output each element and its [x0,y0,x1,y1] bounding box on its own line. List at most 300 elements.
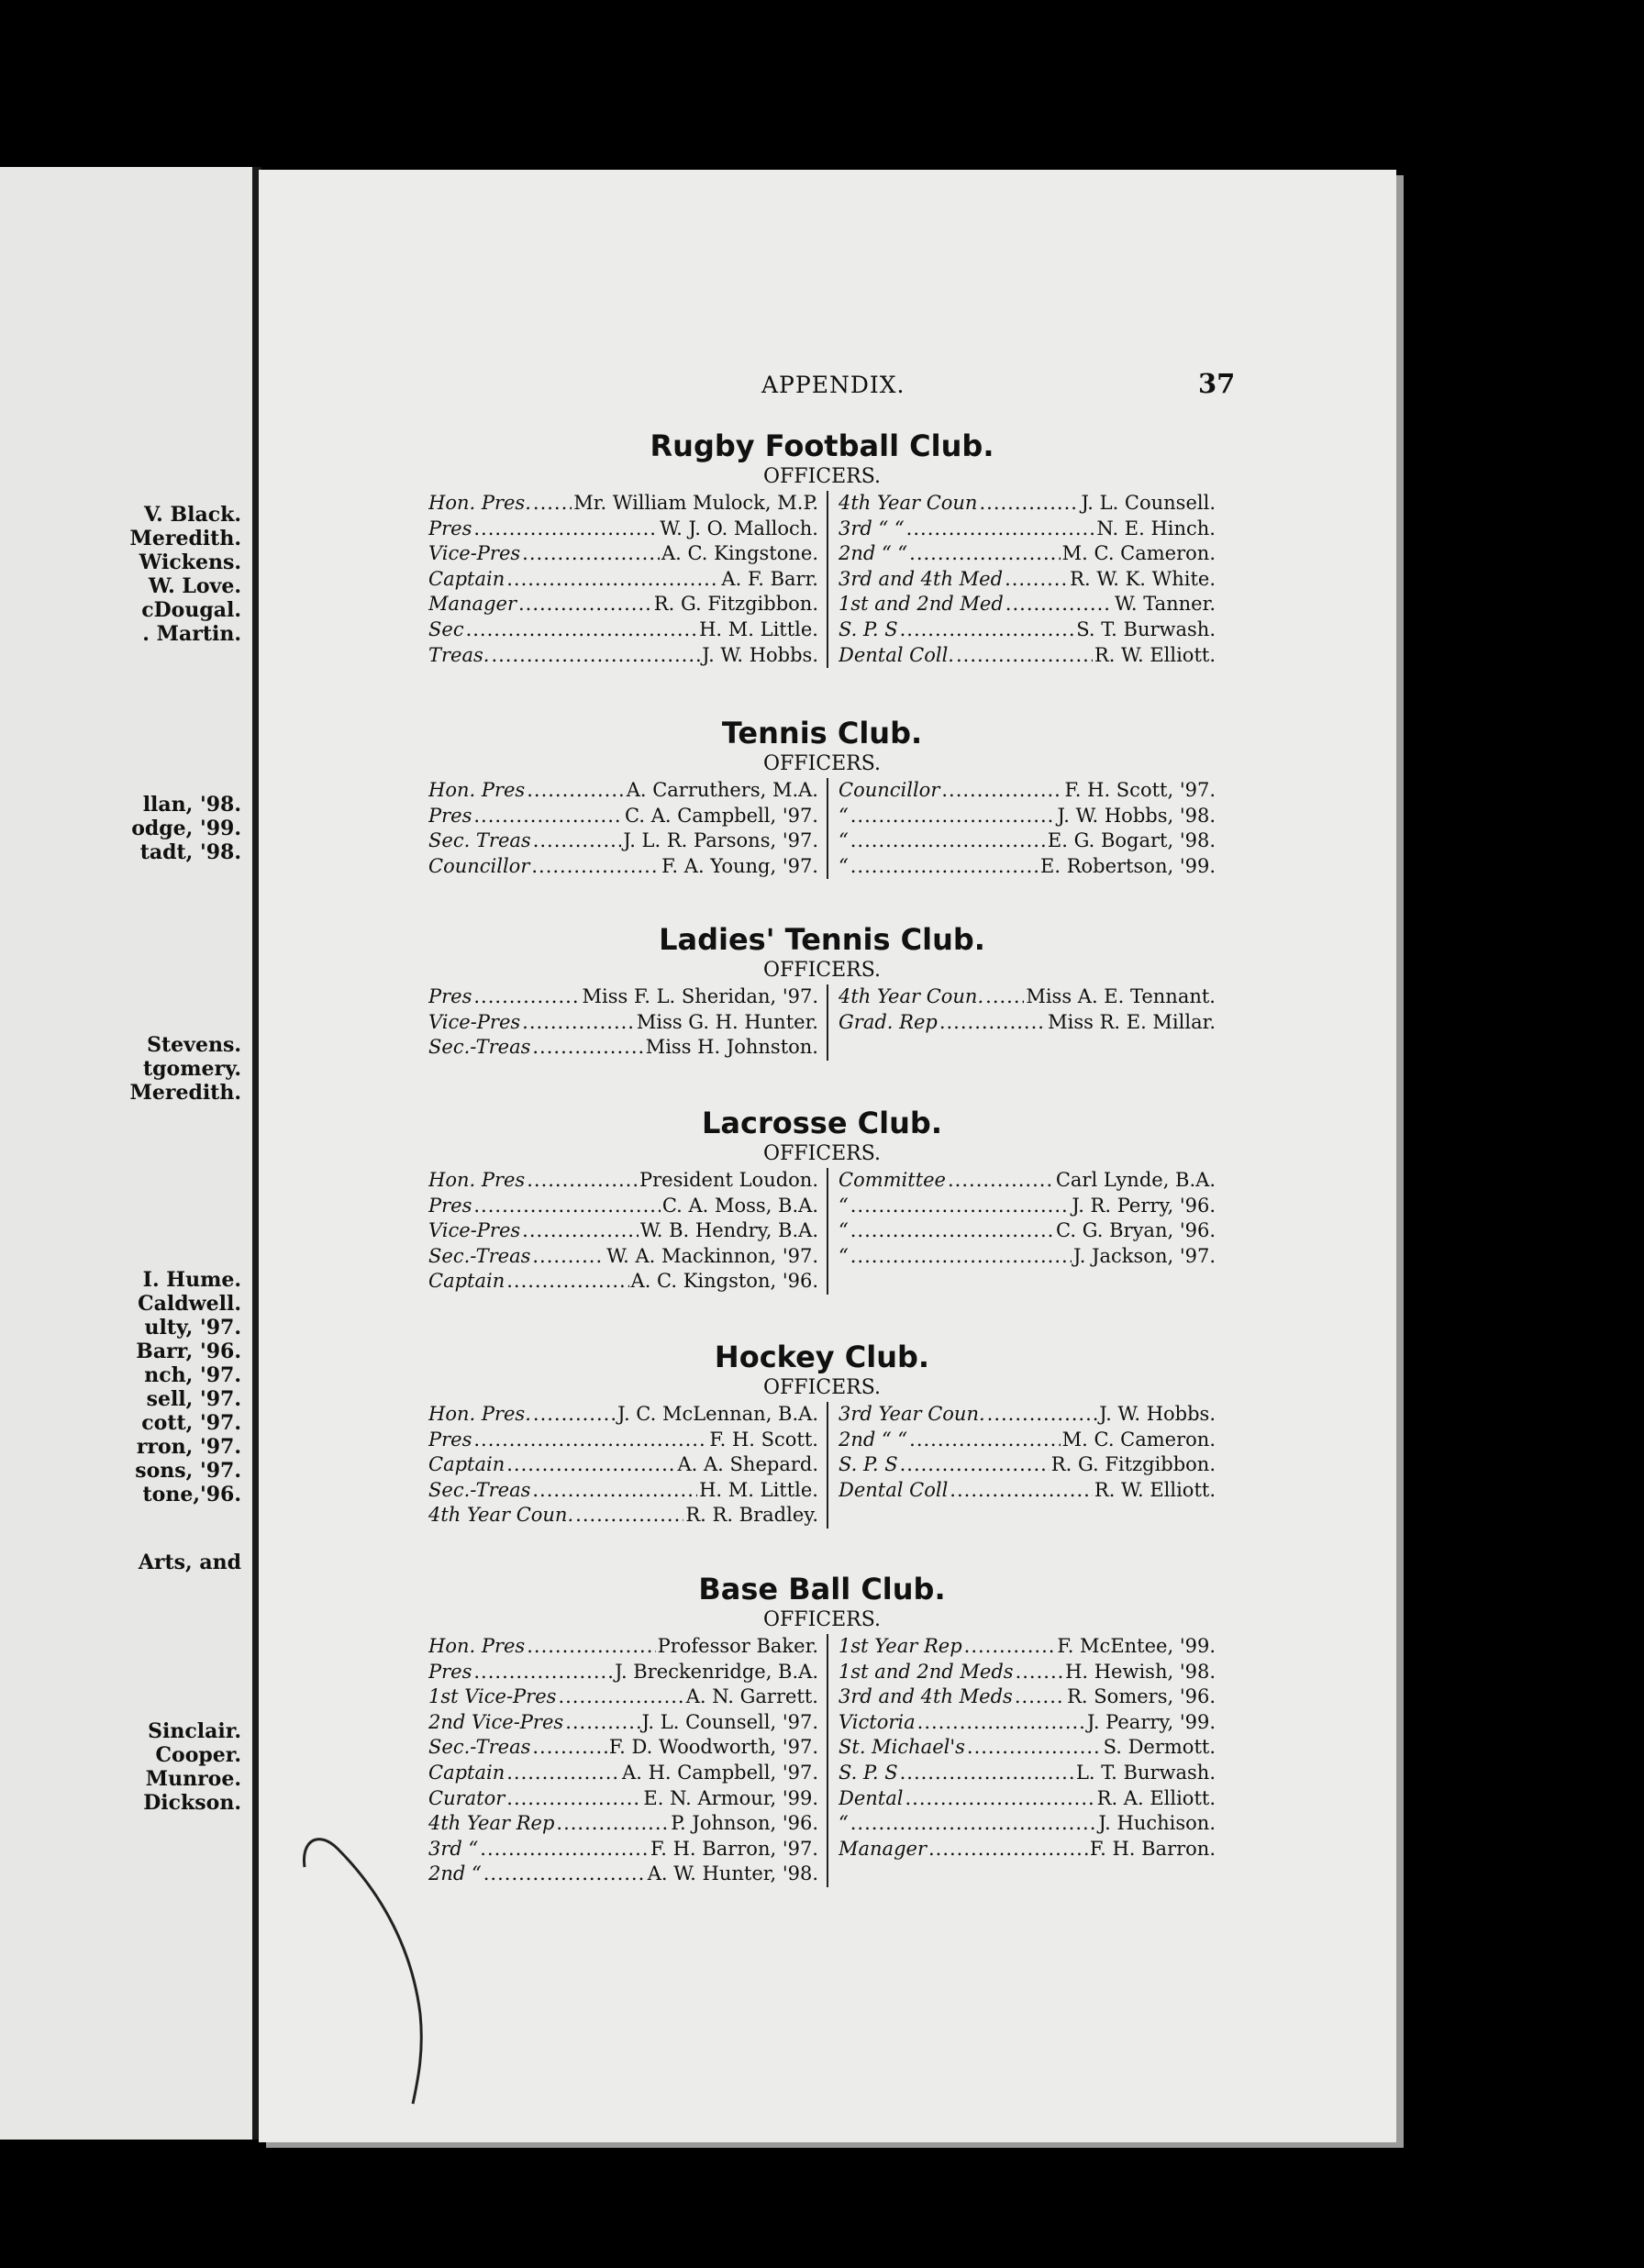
officer-name: P. Johnson, '96. [671,1812,818,1835]
officer-role: St. Michael's [839,1736,965,1759]
officer-role: Sec. Treas [428,829,531,852]
officers-column-left [428,984,818,1061]
officer-row [839,617,1216,643]
officer-role: “ [839,1219,849,1242]
officer-row [839,1428,1216,1453]
officers-column-left [428,491,818,668]
officer-name: J. Jackson, '97. [1072,1244,1216,1267]
officer-role: 2nd “ [428,1862,482,1885]
officer-role: Dental Coll. [839,643,954,666]
officer-role: Vice-Pres [428,1010,521,1033]
leader-dots [473,1660,613,1685]
leader-dots [506,1761,620,1786]
leader-dots [1016,1660,1064,1685]
officer-role: 3rd Year Coun. [839,1403,985,1425]
facing-page-line: Munroe. [145,1767,241,1791]
facing-page-line: Meredith. [129,1081,241,1105]
officer-row [839,1811,1216,1837]
officer-row [839,1710,1216,1736]
officer-name: A. N. Garrett. [685,1685,818,1708]
officer-name: N. E. Hinch. [1096,517,1216,539]
officer-name: Miss F. L. Sheridan, '97. [582,985,818,1007]
officer-name: J. Huchison. [1098,1812,1216,1835]
facing-page-line: Caldwell. [138,1292,241,1316]
leader-dots [473,804,623,829]
officer-name: C. G. Bryan, '96. [1056,1219,1216,1242]
officers-label: OFFICERS. [763,465,881,488]
facing-page-line: Sinclair. [148,1719,241,1743]
facing-page-line: odge, '99. [131,817,241,840]
officer-name: Mr. William Mulock, M.P. [573,492,818,514]
facing-page-line: cott, '97. [141,1411,241,1435]
officer-role: 4th Year Coun. [839,985,984,1007]
officer-role: Sec.-Treas [428,1036,531,1059]
officer-row [428,1503,818,1529]
officer-role: Councillor [428,854,530,877]
club-section-baseball [428,1572,1216,1887]
officer-name: R. R. Bradley. [685,1504,818,1527]
leader-dots [1005,592,1113,617]
leader-dots [506,1269,628,1295]
officer-name: S. Dermott. [1103,1736,1216,1759]
officer-row [428,1168,818,1194]
leader-dots [565,1710,639,1736]
officer-role: Pres [428,1194,472,1217]
officer-role: Pres [428,1428,472,1451]
officer-name: R. G. Fitzgibbon. [1050,1453,1216,1476]
leader-dots [506,1786,641,1812]
officer-row [428,517,818,542]
officer-row [839,491,1216,517]
officer-role: Sec.-Treas [428,1244,531,1267]
officer-name: J. L. Counsell, '97. [641,1710,818,1733]
officer-row [428,643,818,669]
officer-name: R. W. K. White. [1070,567,1216,590]
club-title: Rugby Football Club. [650,428,994,463]
officer-name: E. Robertson, '99. [1040,854,1216,877]
officer-row [839,1010,1216,1036]
officer-role: 1st Year Rep [839,1635,962,1657]
officer-row [428,828,818,854]
leader-dots [905,1786,1094,1812]
officer-row [428,1761,818,1786]
officer-name: F. A. Young, '97. [661,854,818,877]
facing-page-line: cDougal. [141,598,241,622]
leader-dots [906,517,1095,542]
officer-name: Professor Baker. [657,1635,818,1657]
officer-name: R. W. Elliott. [1094,643,1216,666]
leader-dots [532,1244,605,1270]
officer-row [839,1402,1216,1428]
officer-name: C. A. Campbell, '97. [625,804,818,827]
officer-role: Grad. Rep [839,1010,938,1033]
officer-role: Hon. Pres. [428,1403,531,1425]
officer-name: H. Hewish, '98. [1065,1660,1216,1683]
leader-dots [909,541,1061,567]
officer-role: Pres [428,985,472,1007]
officer-row [839,1244,1216,1270]
officer-role: 4th Year Coun [839,492,978,514]
officer-row [428,1660,818,1685]
officers-column-right [839,1168,1216,1269]
officer-role: Dental Coll [839,1478,949,1501]
officer-role: Committee [839,1169,946,1191]
officer-role: 2nd “ “ [839,1428,908,1451]
officer-role: Vice-Pres [428,542,521,565]
leader-dots [956,643,1093,669]
leader-dots [531,854,660,880]
club-section-tennis [428,716,1216,879]
officer-row [428,491,818,517]
officer-role: 4th Year Rep [428,1812,555,1835]
officer-row [428,1862,818,1887]
officer-row [428,1811,818,1837]
club-title: Base Ball Club. [698,1572,946,1606]
officer-role: Hon. Pres. [428,492,531,514]
officer-row [428,854,818,880]
officer-row [428,1428,818,1453]
officers-column-right [839,1634,1216,1862]
officer-row [428,778,818,804]
officer-name: F. H. Barron. [1089,1837,1216,1860]
officer-name: R. A. Elliott. [1096,1786,1216,1809]
page-number: 37 [1198,368,1236,399]
leader-dots [850,1811,1097,1837]
leader-dots [900,1761,1074,1786]
officer-name: F. McEntee, '99. [1057,1635,1216,1657]
leader-dots [850,1244,1072,1270]
officer-row [839,567,1216,593]
officer-row [428,1786,818,1812]
officers-column-left [428,1402,818,1529]
officer-row [839,1735,1216,1761]
facing-page [0,167,252,2140]
officer-row [839,1634,1216,1660]
leader-dots [967,1735,1102,1761]
officer-role: 1st Vice-Pres [428,1685,557,1708]
facing-page-line: Stevens. [147,1033,241,1057]
officer-row [428,804,818,829]
officers-column-right [839,984,1216,1035]
facing-page-line: llan, '98. [142,793,241,817]
officer-row [839,778,1216,804]
officer-row [428,1218,818,1244]
leader-dots [948,1168,1054,1194]
officer-role: 2nd Vice-Pres [428,1710,564,1733]
officer-row [839,1218,1216,1244]
officer-name: R. Somers, '96. [1067,1685,1216,1708]
leader-dots [533,491,572,517]
leader-dots [850,1218,1054,1244]
officers-column-right [839,1402,1216,1503]
officer-role: Captain [428,1761,505,1784]
officer-name: F. D. Woodworth, '97. [608,1736,818,1759]
facing-page-line: Wickens. [139,550,241,574]
facing-page-line: Cooper. [155,1743,241,1767]
leader-dots [506,567,719,593]
officer-row [428,592,818,617]
leader-dots [950,1478,1093,1504]
leader-dots [527,1168,638,1194]
officers-label: OFFICERS. [763,1376,881,1399]
officer-row [428,1735,818,1761]
officer-row [839,1761,1216,1786]
officer-name: A. H. Campbell, '97. [622,1761,818,1784]
leader-dots [909,1428,1061,1453]
facing-page-line: tone,'96. [142,1483,241,1506]
officer-name: R. W. Elliott. [1094,1478,1216,1501]
officer-role: S. P. S [839,617,898,640]
officer-row [428,1010,818,1036]
officer-role: 1st and 2nd Meds [839,1660,1014,1683]
officer-row [839,984,1216,1010]
officer-row [428,1634,818,1660]
officers-table [428,491,1216,668]
officer-name: J. L. R. Parsons, '97. [623,829,818,852]
officer-role: Treas. [428,643,490,666]
officer-row [839,1168,1216,1194]
officer-row [428,541,818,567]
officer-role: Hon. Pres [428,1169,526,1191]
officer-role: Captain [428,1270,505,1293]
leader-dots [979,491,1079,517]
officer-role: S. P. S [839,1761,898,1784]
leader-dots [850,828,1046,854]
officer-row [428,1452,818,1478]
officer-role: Pres [428,1660,472,1683]
officer-role: 3rd and 4th Meds [839,1685,1013,1708]
facing-page-line: tadt, '98. [139,840,241,864]
officer-name: Miss G. H. Hunter. [636,1010,818,1033]
officer-name: J. W. Hobbs, '98. [1057,804,1216,827]
officer-name: J. R. Perry, '96. [1072,1194,1216,1217]
officer-role: Hon. Pres [428,779,526,801]
officer-name: M. C. Cameron. [1061,542,1216,565]
leader-dots [522,541,660,567]
officer-role: “ [839,1194,849,1217]
officer-role: “ [839,1812,849,1835]
officers-label: OFFICERS. [763,752,881,775]
officer-name: F. H. Scott, '97. [1064,779,1216,801]
facing-page-line: Arts, and [138,1551,241,1574]
club-title: Tennis Club. [721,716,923,750]
facing-page-line: Dickson. [143,1791,241,1815]
officer-name: J. W. Hobbs. [1099,1403,1216,1425]
officer-row [839,1786,1216,1812]
leader-dots [900,1452,1050,1478]
officer-name: J. Breckenridge, B.A. [615,1660,818,1683]
leader-dots [917,1710,1085,1736]
officers-label: OFFICERS. [763,959,881,982]
officer-row [839,804,1216,829]
leader-dots [985,984,1024,1010]
leader-dots [964,1634,1056,1660]
officer-row [839,517,1216,542]
facing-page-line: tgomery. [142,1057,241,1081]
officers-column-left [428,778,818,879]
officer-name: Miss R. E. Millar. [1048,1010,1216,1033]
officer-row [839,592,1216,617]
officer-role: Sec.-Treas [428,1478,531,1501]
officer-name: A. A. Shepard. [677,1453,818,1476]
leader-dots [532,1478,697,1504]
officer-role: Councillor [839,779,940,801]
officer-name: W. B. Hendry, B.A. [639,1219,818,1242]
leader-dots [1015,1684,1065,1710]
officer-row [839,541,1216,567]
leader-dots [575,1503,683,1529]
officers-table [428,1168,1216,1295]
officers-table [428,778,1216,879]
officer-role: Vice-Pres [428,1219,521,1242]
leader-dots [506,1452,675,1478]
officer-name: A. W. Hunter, '98. [647,1862,818,1885]
officer-name: W. Tanner. [1114,593,1216,616]
officer-role: “ [839,1244,849,1267]
officer-row [839,1684,1216,1710]
facing-page-line: ulty, '97. [144,1316,241,1340]
leader-dots [556,1811,669,1837]
club-section-ladies-tennis [428,922,1216,1061]
facing-page-line: sons, '97. [135,1459,241,1483]
leader-dots [527,778,624,804]
officer-row [428,1837,818,1862]
officer-name: S. T. Burwash. [1076,617,1216,640]
leader-dots [941,778,1062,804]
officer-name: F. H. Scott. [709,1428,818,1451]
club-section-hockey [428,1340,1216,1529]
leader-dots [532,1735,607,1761]
officer-row [839,643,1216,669]
officer-row [839,1478,1216,1504]
officer-name: C. A. Moss, B.A. [661,1194,818,1217]
club-section-rugby [428,428,1216,668]
officer-row [428,1478,818,1504]
officer-role: 2nd “ “ [839,542,908,565]
officer-name: M. C. Cameron. [1061,1428,1216,1451]
officer-role: 3rd “ [428,1837,479,1860]
club-section-lacrosse [428,1106,1216,1295]
leader-dots [533,1402,616,1428]
leader-dots [987,1402,1098,1428]
leader-dots [900,617,1075,643]
leader-dots [522,1218,639,1244]
officers-label: OFFICERS. [763,1142,881,1165]
officer-row [839,1837,1216,1862]
officer-name: J. W. Hobbs. [702,643,818,666]
officer-name: Miss A. E. Tennant. [1026,985,1216,1007]
officer-name: Miss H. Johnston. [645,1036,818,1059]
leader-dots [483,1862,646,1887]
club-title: Hockey Club. [714,1340,930,1374]
officer-name: H. M. Little. [699,1478,818,1501]
facing-page-line: Barr, '96. [136,1340,241,1363]
pen-scratch-mark [301,1830,429,2106]
officer-name: J. L. Counsell. [1081,492,1216,514]
facing-page-line: Meredith. [129,527,241,550]
officer-row [839,1194,1216,1219]
leader-dots [473,517,658,542]
officer-name: President Loudon. [639,1169,818,1191]
leader-dots [939,1010,1046,1036]
officer-row [428,617,818,643]
leader-dots [928,1837,1088,1862]
facing-page-line: . Martin. [142,622,241,646]
leader-dots [533,828,622,854]
officer-role: “ [839,854,849,877]
officers-table [428,1402,1216,1529]
officer-row [428,1684,818,1710]
leader-dots [527,1634,655,1660]
officers-label: OFFICERS. [763,1608,881,1631]
leader-dots [1005,567,1068,593]
facing-page-line: nch, '97. [144,1363,241,1387]
facing-page-line: W. Love. [148,574,241,598]
officer-role: Curator [428,1786,505,1809]
officer-row [428,1269,818,1295]
facing-page-line: sell, '97. [146,1387,241,1411]
officer-row [839,1660,1216,1685]
officer-role: Captain [428,1453,505,1476]
leader-dots [473,984,580,1010]
officer-role: Sec.-Treas [428,1736,531,1759]
officer-role: 3rd “ “ [839,517,905,539]
officer-role: Pres [428,517,472,539]
officer-name: E. G. Bogart, '98. [1047,829,1216,852]
officers-table [428,1634,1216,1887]
leader-dots [558,1684,683,1710]
document-page [259,170,1396,2142]
officers-column-right [839,778,1216,879]
officer-role: 3rd and 4th Med [839,567,1004,590]
officer-name: A. F. Barr. [721,567,818,590]
officer-role: Pres [428,804,472,827]
page-header [259,368,1396,408]
facing-page-line: rron, '97. [136,1435,241,1459]
leader-dots [473,1428,707,1453]
officer-row [839,828,1216,854]
leader-dots [473,1194,660,1219]
facing-page-line: V. Black. [143,503,241,527]
club-title: Lacrosse Club. [702,1106,942,1140]
officer-row [839,854,1216,880]
leader-dots [466,617,698,643]
officers-column-right [839,491,1216,668]
officer-row [839,1452,1216,1478]
officer-role: 1st and 2nd Med [839,593,1004,616]
leader-dots [850,1194,1071,1219]
officer-role: “ [839,829,849,852]
officers-column-left [428,1634,818,1887]
officer-name: A. Carruthers, M.A. [626,779,818,801]
running-title: APPENDIX. [761,372,905,398]
officer-name: J. Pearry, '99. [1087,1710,1216,1733]
officer-role: Sec [428,617,464,640]
officers-table [428,984,1216,1061]
officer-name: L. T. Burwash. [1075,1761,1216,1784]
officer-row [428,1035,818,1061]
officer-row [428,984,818,1010]
club-title: Ladies' Tennis Club. [659,922,985,957]
leader-dots [522,1010,635,1036]
leader-dots [491,643,700,669]
officer-role: Victoria [839,1710,916,1733]
officer-role: Dental [839,1786,904,1809]
officer-name: E. N. Armour, '99. [643,1786,818,1809]
officer-name: H. M. Little. [699,617,818,640]
facing-page-line: I. Hume. [142,1268,241,1292]
leader-dots [850,804,1056,829]
